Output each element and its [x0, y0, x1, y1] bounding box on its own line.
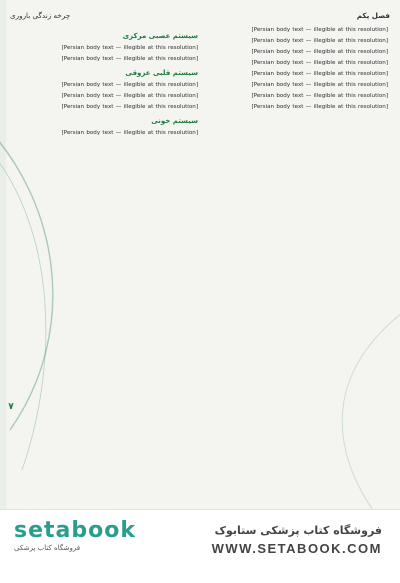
body-paragraph: [Persian body text — illegible at this resolution]: [61, 82, 198, 89]
section-heading: سیستم عصبی مرکزی: [122, 32, 198, 40]
chapter-title: چرخه زندگی باروری: [10, 10, 71, 20]
footer-store-info: [152, 524, 382, 556]
body-paragraph: [Persian body text — illegible at this resolution]: [61, 93, 198, 100]
section-heading: سیستم خونی: [151, 117, 198, 126]
body-paragraph: [Persian body text — illegible at this resolution]: [251, 49, 388, 56]
page-number: ۷: [8, 402, 14, 412]
chapter-label: فصل یکم: [356, 10, 390, 20]
logo-wordmark: setabook: [14, 518, 136, 543]
store-url-link[interactable]: WWW.SETABOOK.COM: [211, 541, 382, 556]
body-paragraph: [Persian body text — illegible at this resolution]: [251, 60, 388, 67]
body-paragraph: [Persian body text — illegible at this resolution]: [251, 93, 388, 100]
body-paragraph: [Persian body text — illegible at this resolution]: [251, 71, 388, 78]
footer-banner: [0, 509, 400, 583]
logo-tagline: فروشگاه کتاب پزشکی: [14, 544, 81, 552]
body-paragraph: [Persian body text — illegible at this resolution]: [251, 104, 388, 111]
body-paragraph: [Persian body text — illegible at this resolution]: [251, 38, 388, 45]
running-header: [10, 6, 390, 24]
body-paragraph: [Persian body text — illegible at this resolution]: [61, 56, 198, 63]
body-paragraph: [Persian body text — illegible at this resolution]: [61, 130, 198, 137]
body-paragraph: [Persian body text — illegible at this resolution]: [61, 104, 198, 111]
section-heading: سیستم قلبی عروقی: [125, 69, 198, 78]
margin-strip: [0, 0, 6, 510]
body-paragraph: [Persian body text — illegible at this resolution]: [251, 27, 388, 33]
body-paragraph: [Persian body text — illegible at this resolution]: [61, 45, 198, 51]
store-title: فروشگاه کتاب پزشکی ستابوک: [214, 524, 382, 537]
right-text-column: [210, 26, 388, 491]
body-paragraph: [Persian body text — illegible at this resolution]: [251, 82, 388, 89]
store-logo[interactable]: [14, 518, 136, 566]
left-text-column: [28, 26, 198, 491]
